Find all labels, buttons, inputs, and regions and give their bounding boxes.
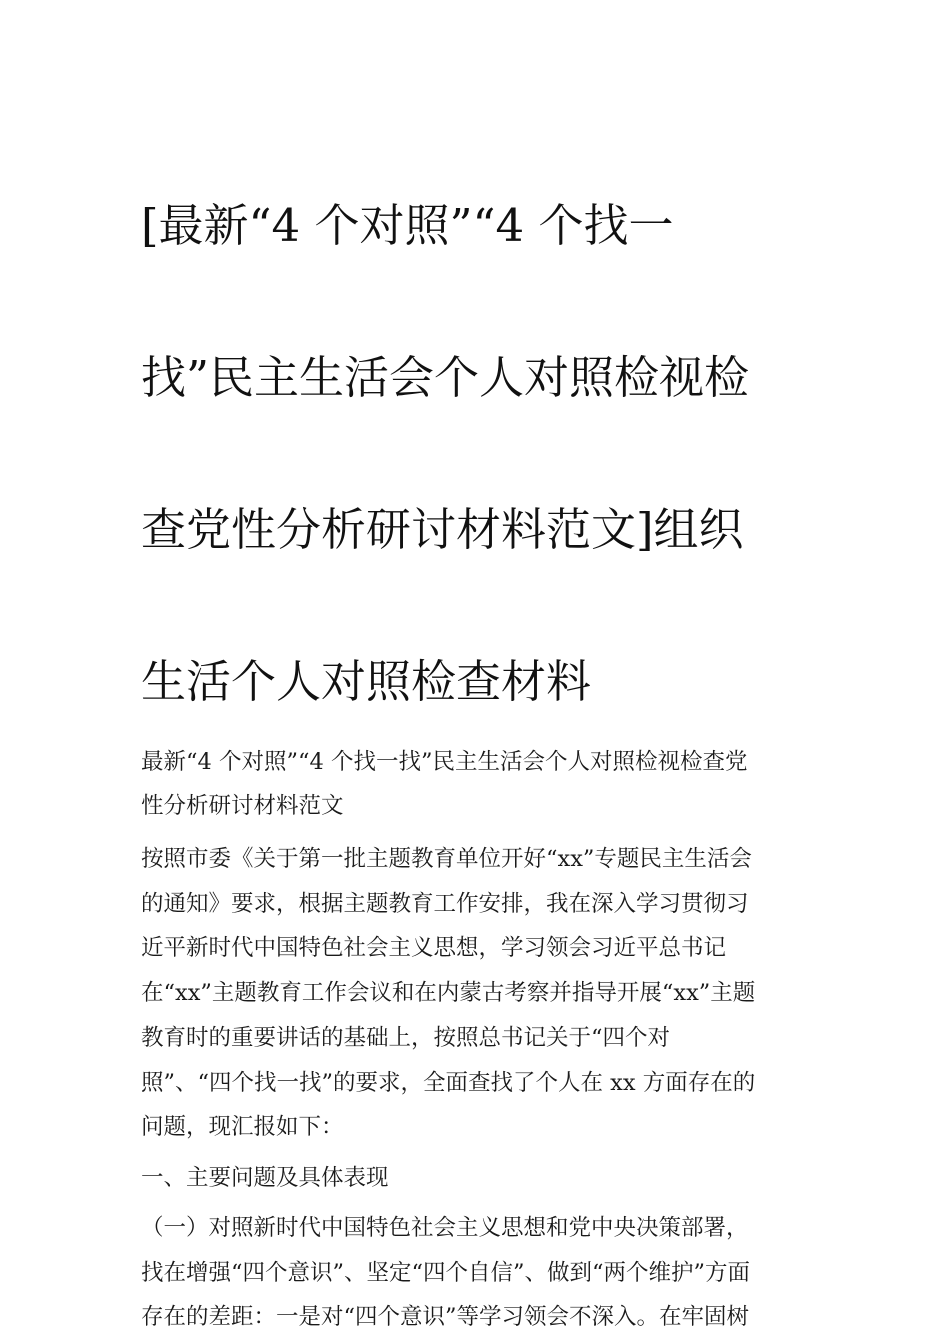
title-line-4: 生活个人对照检查材料 xyxy=(141,655,592,708)
title-line-2: 找”民主生活会个人对照检视检 xyxy=(141,351,750,404)
document-title xyxy=(141,112,813,720)
document-body xyxy=(141,112,813,1340)
document-subtitle: 最新“4 个对照”“4 个找一找”民主生活会个人对照检视检查党 性分析研讨材料范文 xyxy=(141,749,748,819)
title-line-3: 查党性分析研讨材料范文]组织 xyxy=(141,503,744,556)
section-paragraph: （一）对照新时代中国特色社会主义思想和党中央决策部署， 找在增强“四个意识”、坚定“四个自信”、做到“两个维护”方面 存在的差距：一是对“四个意识”等学习领会不深入。在牢固树 xyxy=(141,1214,751,1331)
title-line-1: [最新“4 个对照”“4 个找一 xyxy=(141,199,674,252)
intro-paragraph: 按照市委《关于第一批主题教育单位开好“xx”专题民主生活会 的通知》要求，根据主题教育工作安排，我在深入学习贯彻习 近平新时代中国特色社会主义思想，学习领会习近平总书记 在“xx”主题教育工作会议和在内蒙古考察并指导开展“xx”主题 教育时的重要讲话的基础上，按照总书记关于“四个对 照”、“四个找一找”的要求，全面查找了个人在 xx 方面存在的 问题，现汇报如下： xyxy=(141,846,756,1141)
section-heading: 一、主要问题及具体表现 xyxy=(141,1164,389,1191)
